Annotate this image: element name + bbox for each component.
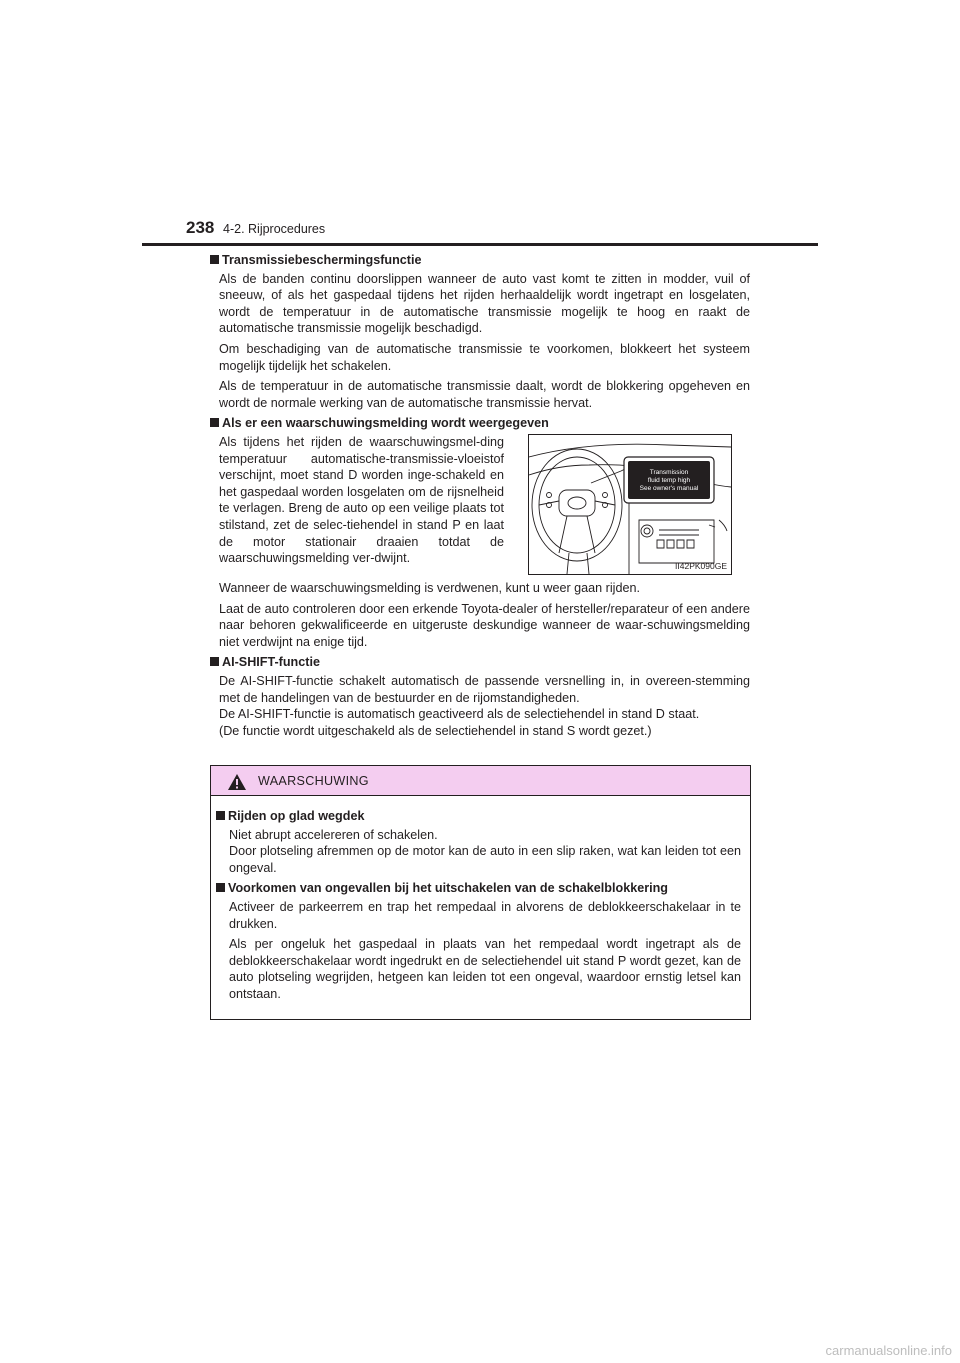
section-heading: Als er een waarschuwingsmelding wordt weergegeven	[222, 416, 549, 431]
paragraph: Wanneer de waarschuwingsmelding is verdwenen, kunt u weer gaan rijden.	[219, 580, 640, 595]
warning-line: Als per ongeluk het gaspedaal in plaats van het rempedaal wordt ingetrapt als de deblokkeerschakelaar wordt ingedrukt en de selectiehendel uit stand P wordt gezet, kan de auto plotseling wegrijden, hetgeen kan leiden tot een ongeval, waardoor ernstig letsel kan ontstaan.	[229, 937, 741, 1001]
figure-code: II42PK090GE	[675, 560, 727, 571]
warning-box	[210, 765, 751, 1020]
square-bullet-icon	[210, 418, 219, 427]
footer-watermark	[0, 1344, 960, 1358]
section-title: 4-2. Rijprocedures	[223, 222, 326, 236]
warning-body	[211, 796, 750, 1003]
section-transmission-protection	[210, 252, 750, 411]
section-warning-message	[210, 415, 750, 650]
paragraph: Als de banden continu doorslippen wanneer de auto vast komt te zitten in modder, vuil of sneeuw, of als het gaspedaal tijdens het rijden herhaaldelijk wordt ingetrapt en losgelaten, wordt de temperatuur in de automatische transmissie mogelijk te hoog en raakt de automatische transmissie mogelijk beschadigd.	[219, 271, 750, 336]
dashboard-drawing	[529, 435, 731, 574]
watermark-drawing	[0, 1344, 960, 1358]
warning-item-heading: Rijden op glad wegdek	[228, 809, 365, 823]
main-content	[210, 252, 750, 739]
watermark-text: carmanualsonline.info	[825, 1344, 952, 1358]
warning-item-heading: Voorkomen van ongevallen bij het uitschakelen van de schakelblokkering	[228, 881, 668, 896]
square-bullet-icon	[216, 883, 225, 892]
warning-line: Door plotseling afremmen op de motor kan de auto in een slip raken, wat kan leiden tot een ongeval.	[229, 844, 741, 875]
square-bullet-icon	[216, 811, 225, 820]
warning-title: WAARSCHUWING	[258, 774, 369, 788]
warning-line: Niet abrupt accelereren of schakelen.	[229, 827, 438, 842]
warning-triangle-icon	[227, 773, 247, 791]
dashboard-illustration	[528, 434, 732, 575]
page-number: 238	[186, 218, 215, 237]
square-bullet-icon	[210, 255, 219, 264]
paragraph: De AI-SHIFT-functie schakelt automatisch de passende versnelling in, in overeen-stemming met de handelingen van de bestuurder en de rijomstandigheden.	[219, 673, 750, 705]
section-heading: AI-SHIFT-functie	[222, 655, 320, 670]
header-rule	[142, 243, 818, 246]
paragraph: De AI-SHIFT-functie is automatisch geactiveerd als de selectiehendel in stand D staat.	[219, 707, 700, 722]
paragraph: Laat de auto controleren door een erkende Toyota-dealer of hersteller/reparateur of een andere naar behoren gekwalificeerde en uitgeruste deskundige wanneer de waar-schuwingsmelding niet verdwijnt na enige tijd.	[219, 601, 750, 649]
warning-header	[211, 766, 750, 796]
figure-row	[210, 434, 750, 578]
display-line: fluid temp high	[647, 476, 691, 484]
section-ai-shift	[210, 654, 750, 739]
paragraph: Om beschadiging van de automatische transmissie te voorkomen, blokkeert het systeem mogelijk tijdelijk het schakelen.	[219, 341, 750, 373]
warning-line: Activeer de parkeerrem en trap het rempedaal in alvorens de deblokkeerschakelaar in te drukken.	[229, 899, 741, 931]
paragraph: (De functie wordt uitgeschakeld als de selectiehendel in stand S wordt gezet.)	[219, 723, 652, 738]
section-heading: Transmissiebeschermingsfunctie	[222, 253, 422, 267]
display-line: See owner's manual	[639, 484, 699, 492]
display-line: Transmission	[649, 468, 689, 476]
paragraph: Als de temperatuur in de automatische transmissie daalt, wordt de blokkering opgeheven en wordt de normale werking van de automatische transmissie hervat.	[219, 379, 750, 410]
figure-caption-text: Als tijdens het rijden de waarschuwingsmel-ding temperatuur automatische-transmissie-vloeistof verschijnt, moet stand D worden inge-schakeld en het gaspedaal worden losgelaten om de rijsnelheid te verlagen. Breng de auto op een veilige plaats tot stilstand, zet de selec-tiehendel in stand P en laat de motor stationair draaien totdat de waarschuwingsmelding ver-dwijnt.	[219, 434, 504, 566]
square-bullet-icon	[210, 657, 219, 666]
